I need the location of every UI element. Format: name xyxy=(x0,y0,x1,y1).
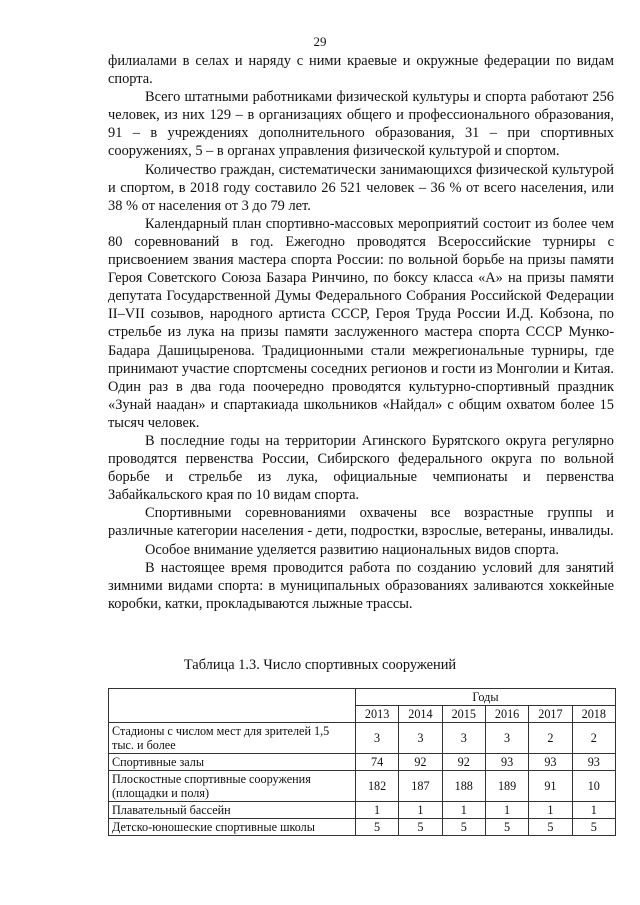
row-label: Детско-юношеские спортивные школы xyxy=(109,819,356,836)
page-number: 29 xyxy=(313,34,327,49)
row-label: Плавательный бассейн xyxy=(109,802,356,819)
table-row xyxy=(109,771,616,802)
table-cell: 189 xyxy=(485,771,528,802)
table-cell: 182 xyxy=(355,771,398,802)
table-cell: 188 xyxy=(442,771,485,802)
sports-facilities-table xyxy=(108,688,616,836)
table-cell: 2 xyxy=(529,723,572,754)
table-cell: 10 xyxy=(572,771,615,802)
year-header: 2018 xyxy=(572,706,615,723)
table-cell: 1 xyxy=(529,802,572,819)
sports-facilities-table-container xyxy=(108,688,616,836)
table-cell: 1 xyxy=(442,802,485,819)
row-label: Стадионы с числом мест для зрителей 1,5 тыс. и более xyxy=(109,723,356,754)
table-cell: 3 xyxy=(442,723,485,754)
table-cell: 93 xyxy=(485,754,528,771)
year-header: 2014 xyxy=(399,706,442,723)
paragraph: В настоящее время проводится работа по созданию условий для занятий зимними видами спорта: в муниципальных образованиях заливаются хоккейные коробки, катки, прокладываются лыжные трассы. xyxy=(108,559,614,612)
table-cell: 5 xyxy=(399,819,442,836)
table-cell: 74 xyxy=(355,754,398,771)
table-row xyxy=(109,723,616,754)
years-header: Годы xyxy=(355,689,615,706)
table-cell: 3 xyxy=(485,723,528,754)
table-header-row xyxy=(109,689,616,706)
year-header: 2016 xyxy=(485,706,528,723)
paragraph: Особое внимание уделяется развитию национальных видов спорта. xyxy=(145,541,559,558)
paragraph: Спортивными соревнованиями охвачены все возрастные группы и различные категории населения - дети, подростки, взрослые, ветераны, инвалиды. xyxy=(108,505,614,540)
table-row xyxy=(109,802,616,819)
table-cell: 1 xyxy=(355,802,398,819)
paragraph: Календарный план спортивно-массовых мероприятий состоит из более чем 80 соревнований в год. Ежегодно проводятся Всероссийские турниры с присвоением звания мастера спорта России: по вольной борьбе на призы памяти Героя Советского Союза Базара Ринчино, по боксу класса «А» на призы памяти депутата Государственной Думы Федерального Собрания Российской Федерации II–VII созывов, народного артиста СССР, Героя Труда России И.Д. Кобзона, по стрельбе из лука на призы памяти заслуженного мастера спорта СССР Мунко-Бадара Дашицыренова. Традиционными стали межрегиональные турниры, где принимают участие спортсмены соседних регионов и гости из Монголии и Китая. Один раз в два года поочередно проводятся культурно-спортивный праздник «Зунай наадан» и спартакиада школьников «Найдал» с общим охватом более 15 тысяч человек. xyxy=(108,215,614,431)
table-cell: 92 xyxy=(442,754,485,771)
table-cell: 1 xyxy=(399,802,442,819)
table-row xyxy=(109,754,616,771)
table-caption: Таблица 1.3. Число спортивных сооружений xyxy=(183,657,457,673)
table-cell: 91 xyxy=(529,771,572,802)
table-row xyxy=(109,819,616,836)
paragraph: В последние годы на территории Агинского Бурятского округа регулярно проводятся первенства России, Сибирского федерального округа по вольной борьбе и стрельбе из лука, официальные чемпионаты и первенства Забайкальского края по 10 видам спорта. xyxy=(108,432,614,504)
paragraph: Количество граждан, систематически занимающихся физической культурой и спортом, в 2018 году составило 26 521 человек – 36 % от всего населения, или 38 % от населения от 3 до 79 лет. xyxy=(108,161,614,214)
paragraph: Всего штатными работниками физической культуры и спорта работают 256 человек, из них 129 – в организациях общего и профессионального образования, 91 – в учреждениях дополнительного образования, 31 – при спортивных сооружениях, 5 – в органах управления физической культурой и спортом. xyxy=(108,89,614,160)
table-cell: 93 xyxy=(529,754,572,771)
table-cell: 92 xyxy=(399,754,442,771)
table-cell: 187 xyxy=(399,771,442,802)
year-header: 2017 xyxy=(529,706,572,723)
table-cell: 3 xyxy=(399,723,442,754)
table-cell: 5 xyxy=(355,819,398,836)
row-label: Спортивные залы xyxy=(109,754,356,771)
table-cell: 5 xyxy=(529,819,572,836)
table-cell: 5 xyxy=(572,819,615,836)
year-header: 2013 xyxy=(355,706,398,723)
row-label: Плоскостные спортивные сооружения (площадки и поля) xyxy=(109,771,356,802)
body-text xyxy=(108,52,614,613)
table-cell: 2 xyxy=(572,723,615,754)
table-corner-cell xyxy=(109,689,356,723)
paragraph: филиалами в селах и наряду с ними краевые и окружные федерации по видам спорта. xyxy=(108,53,614,88)
table-cell: 5 xyxy=(485,819,528,836)
table-cell: 93 xyxy=(572,754,615,771)
year-header: 2015 xyxy=(442,706,485,723)
table-cell: 1 xyxy=(572,802,615,819)
table-cell: 5 xyxy=(442,819,485,836)
table-cell: 1 xyxy=(485,802,528,819)
table-cell: 3 xyxy=(355,723,398,754)
